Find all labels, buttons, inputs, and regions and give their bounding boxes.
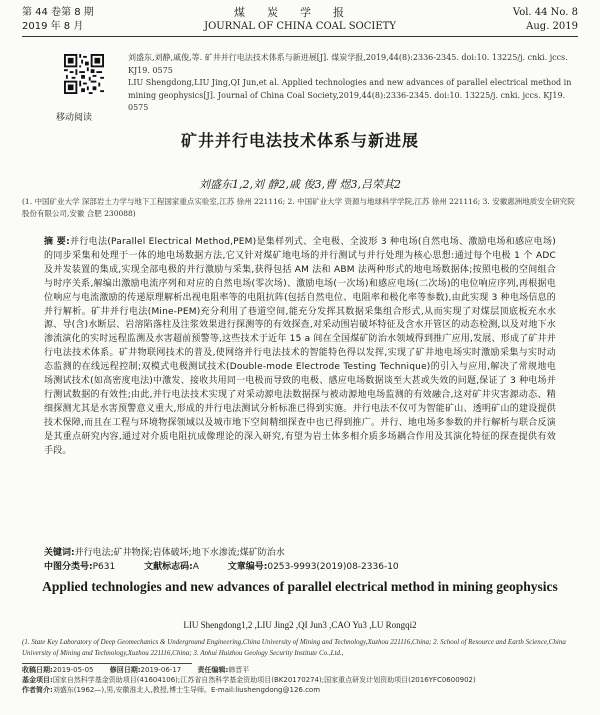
- footnote-block: [22, 665, 578, 695]
- revised-label: 修回日期:: [109, 666, 141, 674]
- editor-name: 韩晋平: [228, 666, 250, 674]
- header-date-cn: 2019 年 8 月: [22, 21, 84, 32]
- header-divider: [22, 36, 578, 37]
- header-volume-cn: 第 44 卷第 8 期: [22, 7, 94, 18]
- qr-caption: 移动阅读: [56, 113, 93, 123]
- author-bio-text: 刘盛东(1962—),男,安徽淮北人,教授,博士生导师。E-mail:liushengdong@126.com: [52, 686, 321, 694]
- keywords-text: 并行电法;矿井物探;岩体破坏;地下水渗流;煤矿防治水: [74, 548, 285, 558]
- footnote-dates: [22, 665, 578, 675]
- doc-value: A: [192, 562, 199, 572]
- abstract-cn: [44, 236, 556, 459]
- fund-label: 基金项目:: [22, 676, 53, 684]
- authors-en: LIU Shengdong1,2 ,LIU Jing2 ,QI Jun3 ,CAO Yu3 ,LU Rongqi2: [183, 620, 417, 630]
- article-number: [228, 562, 399, 572]
- citation-cn: 刘盛东,刘静,戚俊,等. 矿井并行电法技术体系与新进展[J]. 煤炭学报,2019,44(8):2336-2345. doi:10. 13225/j. cnki. jccs. KJ19. 0575: [128, 53, 568, 75]
- article-label: 文章编号:: [227, 562, 268, 572]
- affiliations-en: (1. State Key Laboratory of Deep Geomechanics & Underground Engineering,China University of Mining and Technology,Xuzhou 221116,China; 2. School of Resource and Earth Science,China University of Mining and Technology,Xuzhou 221116,China; 3. Anhui Huizhou Geology Security Institute Co.,Ltd.,: [22, 638, 566, 657]
- header-volume-info-en: [513, 6, 578, 34]
- doc-label: 文献标志码:: [144, 562, 193, 572]
- revised-date: 2019-06-17: [140, 666, 182, 674]
- affiliations-cn: (1. 中国矿业大学 深部岩土力学与地下工程国家重点实验室,江苏 徐州 221116; 2. 中国矿业大学 资源与地球科学学院,江苏 徐州 221116; 3. 安徽惠洲地质安全研究院股份有限公司,安徽 合肥 230088): [22, 197, 575, 218]
- footnote-author: [22, 685, 578, 695]
- fund-text: 国家自然科学基金资助项目(41604106);江苏省自然科学基金资助项目(BK20170274);国家重点研发计划资助项目(2016YFC0600902): [52, 676, 476, 684]
- journal-name-cn: 煤炭学报: [234, 6, 366, 19]
- doc-code: [144, 562, 199, 572]
- clc-code: [44, 562, 115, 572]
- header-volume-en: Vol. 44 No. 8: [512, 7, 578, 18]
- abstract-text: 并行电法(Parallel Electrical Method,PEM)是集样列式、全电极、全波形 3 种电场(自然电场、激励电场和感应电场)的同步采集和处理于一体的地电场数据方法,它又针对煤矿地电场的并行测试与并行处理为核心思想:通过每个电极 1 个 ADC 及并发装置的集成,实现全部电极的并行激励与采集,获得包括 AM 法和 ABM 法两种形式的地电场数据体;按照电极的空间组合与时序关系,解编出激励电流序列和对应的自然电场(零次场)、激励电场(一次场)和感应电场(二次场)的电位响应序列,再根据电位响应与电流激励的传递原理解析出视电阻率等的电阻抗阵(包括自然电位、电阻率和极化率等参数),由此实现 3 种电场信息的并行解析。矿井并行电法(Mine-PEM)充分利用了巷道空间,能充分发挥其数据采集组合形式,从而实现了对煤层顶底板充水水源、导(含)水断层、岩溶陷落柱及注浆效果进行探测等的有效探查,对采动围岩破坏特征及含水开管区的动态检测,以及对地下水渗流演化的实时远程监测及水害超前预警等,这些技术于近年 15 a 间在全国煤矿防治水领域得到推广应用,发展、形成了矿井并行电法技术体系。矿井物联网技术的普及,使网络并行电法技术的智能特色得以发挥,实现了矿井地电场实时激励采集与实时动态监测的在线远程控制;双模式电极测试技术(Double-mode Electrode Testing Technique)的引入与应用,解决了常规地电场测试技术(如高密度电法)中激发、接收共用同一电极而导致的电极、感应电场数据谈至大甚或失效的问题,保证了 3 种电场并行测试数据的有效性;由此,并行电法技术实现了对采动源电法数据探与被动源地电场监测的有效融合,这对矿井灾害源动态、精细探测尤其是水害预警意义重大,形成的并行电法测试分析标准已得到实施。并行电法不仅可为智能矿山、透明矿山的建设提供技术保障,而且在工程与环境物探领域以及城市地下空间精细探查中也已得到推广。并行、地电场多参数的并行解析与联合反演是其重点研究内容,通过对介质电阻抗成像理论的深入研究,有望为岩土体多相介质多场耦合作用及其演化特征的探查提供有效手段。: [44, 237, 556, 456]
- paper-title-en: Applied technologies and new advances of parallel electrical method in mining geophysics: [42, 579, 558, 594]
- keywords-cn: [44, 546, 556, 560]
- journal-name-en: JOURNAL OF CHINA COAL SOCIETY: [204, 21, 396, 32]
- keywords-label: 关键词:: [44, 548, 75, 558]
- received-date: 2019-05-05: [52, 666, 94, 674]
- authors-cn: 刘盛东1,2,刘 静2,戚 俊3,曹 煜3,吕荣其2: [199, 178, 401, 191]
- classification-line: [44, 560, 556, 574]
- abstract-label: 摘 要:: [44, 237, 70, 247]
- footnote-fund: [22, 675, 578, 685]
- received-label: 收稿日期:: [22, 666, 53, 674]
- article-value: 0253-9993(2019)08-2336-10: [267, 562, 399, 572]
- header-journal: [0, 6, 600, 34]
- citation-en: LIU Shengdong,LIU Jing,QI Jun,et al. Applied technologies and new advances of parallel electrical method in mining geophysics[J]. Journal of China Coal Society,2019,44(8):2336-2345. doi:10. 13225/j. cnki. jccs. KJ19. 0575: [128, 78, 572, 112]
- paper-title-cn: 矿井并行电法技术体系与新进展: [180, 131, 419, 150]
- qr-code-icon[interactable]: [64, 54, 104, 94]
- editor-label: 责任编辑:: [197, 666, 229, 674]
- citation-block: [128, 52, 576, 115]
- footnote-divider: [22, 663, 192, 664]
- author-bio-label: 作者简介:: [22, 686, 53, 694]
- clc-value: P631: [92, 562, 116, 572]
- clc-label: 中图分类号:: [44, 562, 93, 572]
- header-date-en: Aug. 2019: [526, 21, 578, 32]
